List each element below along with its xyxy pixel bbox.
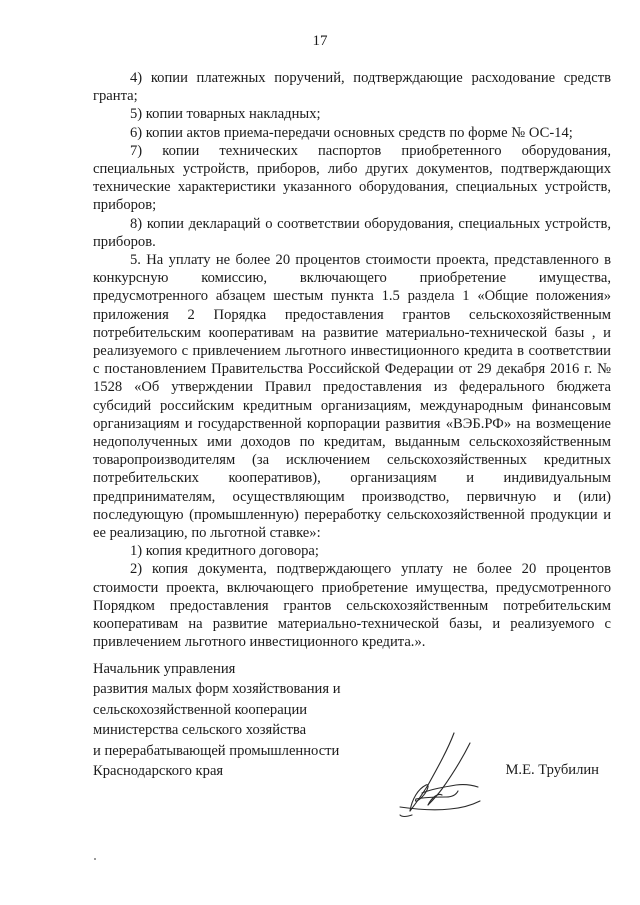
- document-body: [93, 69, 611, 652]
- paragraph-item-4: 4) копии платежных поручений, подтверждающие расходование средств гранта;: [93, 70, 611, 105]
- signer-title-line: сельскохозяйственной кооперации: [93, 701, 308, 718]
- signer-title-line: Начальник управления: [93, 661, 236, 677]
- paragraph-section-5: 5. На уплату не более 20 процентов стоимости проекта, представленного в конкурсную комиссию, включающего приобретение имущества, предусмотренного абзацем шестым пункта 1.5 раздела 1 «Общие положения» приложения 2 Порядка предоставления грантов сельскохозяйственным потребительским кооперативам на развитие материально-технической базы , и реализуемого с привлечением льготного инвестиционного кредита в соответствии с постановлением Правительства Российской Федерации от 29 декабря 2016 г. № 1528 «Об утверждении Правил предоставления из федерального бюджета субсидий российским кредитным организациям, международным финансовым организациям и государственной корпорации развития «ВЭБ.РФ» на возмещение недополученных ими доходов по кредитам, выданным сельскохозяйственным товаропроизводителям (за исключением сельскохозяйственных кредитных потребительских кооперативов), организациям и индивидуальным предпринимателям, осуществляющим производство, первичную и (или) последующую (промышленную) переработку сельскохозяйственной продукции и ее реализацию, по льготной ставке»:: [93, 252, 611, 542]
- paragraph-item-8: 8) копии деклараций о соответствии оборудования, специальных устройств, приборов.: [93, 215, 611, 250]
- paragraph-item-7: 7) копии технических паспортов приобретенного оборудования, специальных устройств, приборов, либо других документов, подтверждающих технические характеристики указанного оборудования, специальных устройств, приборов;: [93, 142, 611, 214]
- signature-block: [93, 659, 611, 781]
- page-number: 17: [312, 33, 328, 49]
- scan-artifact: [94, 858, 96, 860]
- signer-title-line: и перерабатывающей промышленности: [93, 742, 340, 759]
- signer-title-line: министерства сельского хозяйства: [93, 722, 307, 739]
- paragraph-item-6: 6) копии актов приема-передачи основных средств по форме № ОС-14;: [130, 124, 573, 141]
- paragraph-item-5: 5) копии товарных накладных;: [130, 106, 321, 123]
- signer-title-line: Краснодарского края: [93, 763, 224, 780]
- paragraph-subitem-1: 1) копия кредитного договора;: [130, 543, 319, 560]
- signer-title-line: развития малых форм хозяйствования и: [93, 681, 341, 698]
- signer-name: М.Е. Трубилин: [505, 762, 599, 778]
- paragraph-subitem-2: 2) копия документа, подтверждающего уплату не более 20 процентов стоимости проекта, включающего приобретение имущества, предусмотренного Порядком предоставления грантов сельскохозяйственным потребительским кооперативам на развитие материально-технической базы, и реализуемого с привлечением льготного инвестиционного кредита.».: [93, 561, 611, 651]
- handwritten-signature: [392, 727, 502, 822]
